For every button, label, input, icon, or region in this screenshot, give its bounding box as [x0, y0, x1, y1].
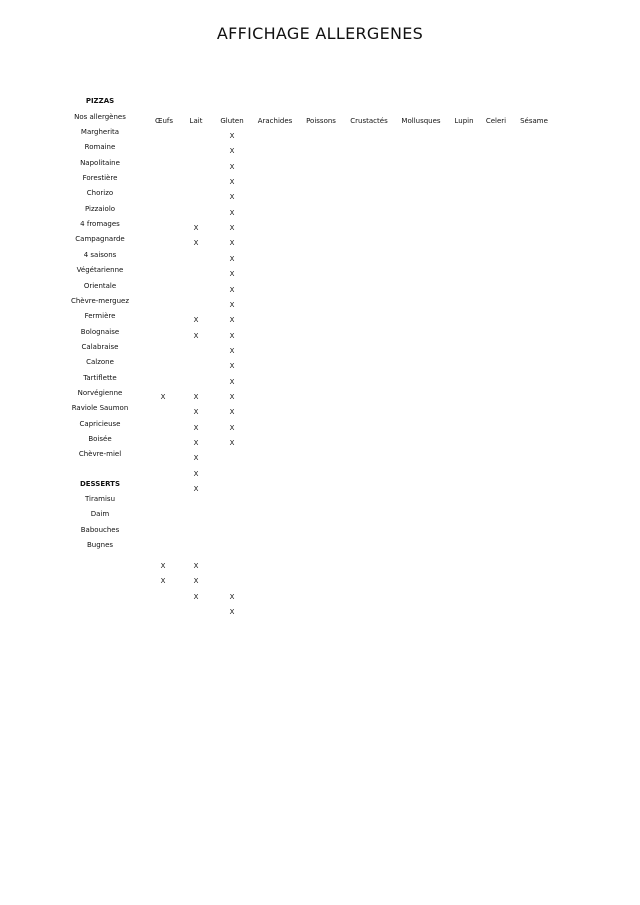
lait-mark: X — [193, 577, 199, 586]
gluten-mark: X — [229, 132, 235, 140]
gluten-mark: X — [229, 270, 235, 279]
column-header-gluten: Gluten — [220, 117, 244, 125]
lait-mark: X — [193, 454, 199, 463]
lait-mark: X — [193, 561, 199, 570]
gluten-mark: X — [229, 439, 235, 447]
menu-item: Forestière — [82, 174, 118, 183]
menu-item: Tiramisu — [84, 495, 116, 503]
lait-mark: X — [193, 439, 199, 447]
gluten-mark: X — [229, 607, 235, 616]
menu-item: Chèvre-miel — [78, 450, 122, 459]
menu-item: Calzone — [86, 358, 114, 367]
header-label: Nos allergènes — [74, 113, 126, 121]
lait-mark: X — [193, 592, 199, 601]
menu-item: Calabraise — [81, 342, 119, 351]
lait-mark: X — [193, 316, 199, 325]
gluten-mark: X — [229, 208, 235, 217]
gluten-mark: X — [229, 147, 235, 156]
gluten-mark: X — [229, 254, 235, 263]
menu-item: Margherita — [80, 128, 120, 136]
column-header-crustactes: Crustactés — [350, 117, 388, 125]
column-header-oeufs: Œufs — [154, 117, 174, 125]
menu-item: Napolitaine — [80, 158, 120, 167]
gluten-mark: X — [229, 423, 235, 432]
gluten-mark: X — [229, 193, 235, 202]
lait-mark: X — [193, 423, 199, 432]
gluten-mark: X — [229, 239, 235, 248]
page-title: AFFICHAGE ALLERGENES — [216, 24, 424, 43]
menu-item: Raviole Saumon — [71, 404, 129, 413]
column-header-celeri: Celeri — [485, 117, 507, 125]
lait-mark: X — [193, 224, 199, 233]
section-title-desserts: DESSERTS — [79, 480, 121, 488]
menu-item: Bugnes — [86, 540, 114, 549]
menu-item: Norvégienne — [77, 388, 123, 397]
lait-mark: X — [193, 239, 199, 248]
menu-item: Bolognaise — [80, 327, 120, 336]
lait-mark: X — [193, 392, 199, 401]
lait-mark: X — [193, 485, 199, 494]
menu-item: Orientale — [83, 281, 117, 290]
menu-item: Végétarienne — [76, 266, 124, 275]
menu-item: Chorizo — [86, 189, 114, 198]
column-header-sesame: Sésame — [520, 117, 548, 125]
gluten-mark: X — [229, 300, 235, 309]
gluten-mark: X — [229, 408, 235, 417]
lait-mark: X — [193, 331, 199, 340]
lait-mark: X — [193, 408, 199, 417]
menu-item: Campagnarde — [75, 235, 125, 244]
gluten-mark: X — [229, 316, 235, 325]
menu-item: Boisée — [88, 435, 112, 443]
menu-item: Fermière — [84, 312, 116, 321]
gluten-mark: X — [229, 377, 235, 386]
gluten-mark: X — [229, 224, 235, 233]
gluten-mark: X — [229, 346, 235, 355]
gluten-mark: X — [229, 362, 235, 371]
gluten-mark: X — [229, 592, 235, 601]
menu-item: 4 saisons — [83, 250, 117, 259]
menu-item: 4 fromages — [80, 220, 120, 229]
menu-item: Babouches — [80, 525, 120, 534]
lait-mark: X — [193, 469, 199, 478]
gluten-mark: X — [229, 285, 235, 294]
column-header-arachides: Arachides — [257, 117, 293, 125]
gluten-mark: X — [229, 331, 235, 340]
menu-item: Capricieuse — [79, 419, 121, 428]
oeufs-mark: X — [160, 577, 166, 586]
oeufs-mark: X — [160, 561, 166, 570]
menu-item: Daim — [90, 510, 110, 519]
gluten-mark: X — [229, 178, 235, 187]
gluten-mark: X — [229, 162, 235, 171]
column-header-mollusques: Mollusques — [401, 117, 441, 125]
column-header-lupin: Lupin — [454, 117, 474, 125]
menu-item: Pizzaiolo — [84, 204, 116, 213]
column-header-lait: Lait — [189, 117, 203, 125]
section-title-pizzas: PIZZAS — [85, 97, 115, 105]
menu-item: Tartiflette — [83, 373, 117, 382]
oeufs-mark: X — [160, 392, 166, 401]
menu-item: Romaine — [84, 143, 116, 152]
menu-item: Chèvre-merguez — [70, 296, 130, 305]
column-header-poissons: Poissons — [306, 117, 336, 125]
gluten-mark: X — [229, 392, 235, 401]
